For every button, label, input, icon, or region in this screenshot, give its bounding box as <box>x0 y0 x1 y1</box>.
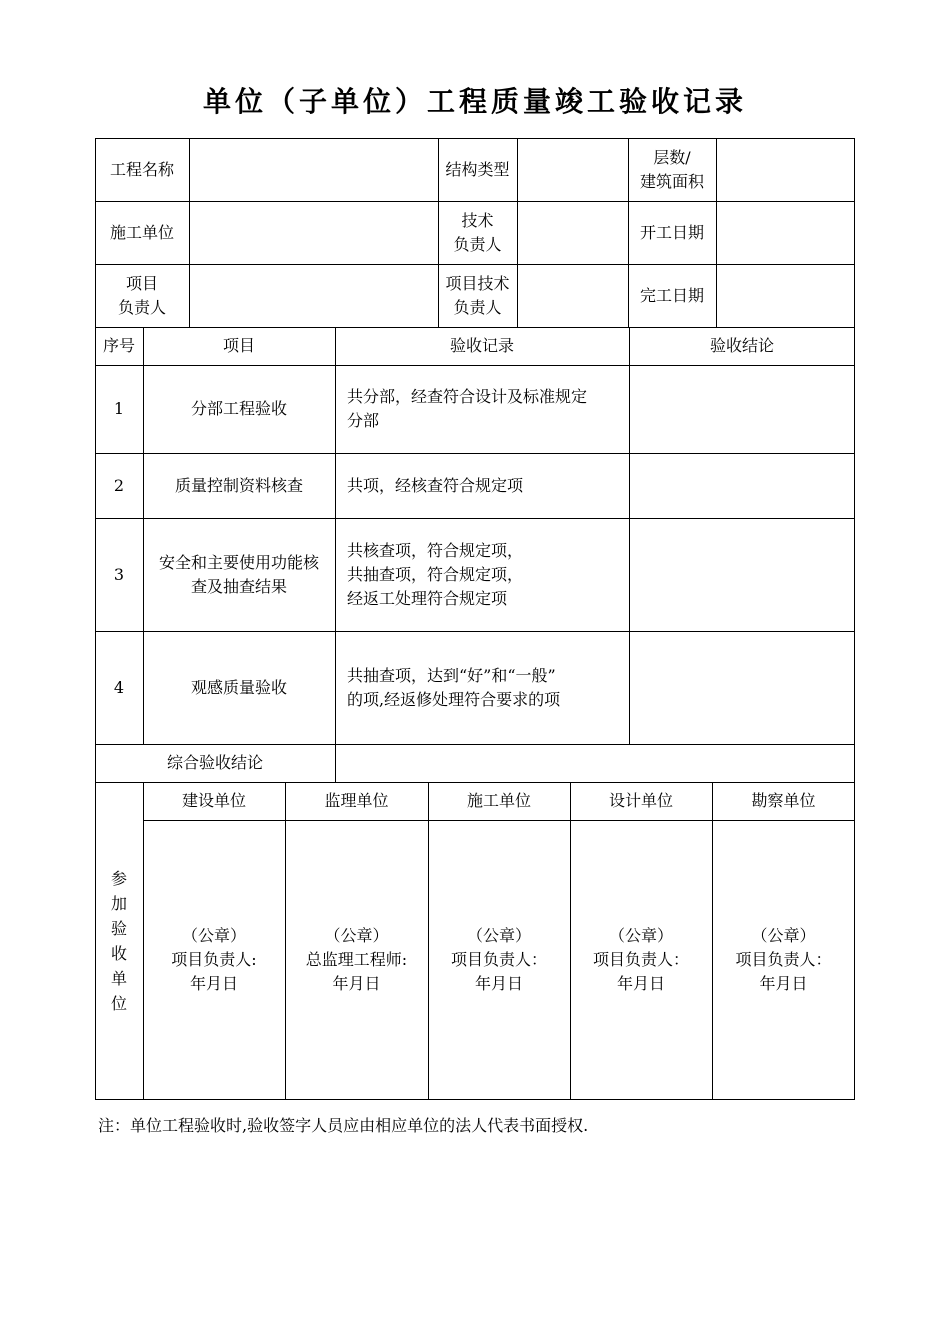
project-lead-label: 项目 负责人 <box>117 273 166 317</box>
contractor-field[interactable] <box>189 201 438 264</box>
unit-name: 勘察单位 <box>751 791 816 810</box>
row-seq: 3 <box>113 564 125 584</box>
page-title: 单位（子单位）工程质量竣工验收记录 <box>202 85 747 118</box>
row-seq: 4 <box>113 677 125 697</box>
row-record: 共分部，经查符合设计及标准规定 分部 <box>347 387 588 430</box>
row-record: 共项，经核查符合规定项 <box>347 475 524 495</box>
tech-lead-field[interactable] <box>517 201 628 264</box>
column-header-seq: 序号 <box>102 336 135 355</box>
start-date-field[interactable] <box>716 201 855 264</box>
column-header-record: 验收记录 <box>449 336 514 355</box>
row-record: 共核查项，符合规定项， 共抽查项，符合规定项， 经返工处理符合规定项 <box>347 540 524 608</box>
end-date-field[interactable] <box>716 264 855 327</box>
end-date-label: 完工日期 <box>639 285 704 305</box>
acceptance-form <box>95 138 855 1100</box>
tech-lead-label: 技术 负责人 <box>453 210 502 254</box>
row-seq: 1 <box>113 399 125 418</box>
unit-signature-block[interactable]: （公章） 项目负责人： 年月日 <box>450 926 547 993</box>
project-tech-lead-field[interactable] <box>517 264 628 327</box>
contractor-label: 施工单位 <box>109 222 174 242</box>
project-name-label: 工程名称 <box>109 159 174 179</box>
row-item: 安全和主要使用功能核 查及抽查结果 <box>158 552 319 596</box>
floors-area-field[interactable] <box>716 138 855 201</box>
structure-type-field[interactable] <box>517 138 628 201</box>
row-record: 共抽查项，达到“好”和“一般” 的项,经返修处理符合要求的项 <box>347 665 561 709</box>
row-item: 观感质量验收 <box>190 677 287 697</box>
project-name-field[interactable] <box>189 138 438 201</box>
unit-signature-block[interactable]: （公章） 项目负责人： 年月日 <box>735 926 832 993</box>
footnote: 注：单位工程验收时,验收签字人员应由相应单位的法人代表书面授权. <box>98 1116 589 1135</box>
unit-name: 设计单位 <box>608 791 673 810</box>
project-tech-lead-label: 项目技术 负责人 <box>445 273 510 317</box>
row-item: 质量控制资料核查 <box>174 475 303 495</box>
column-header-item: 项目 <box>222 336 255 355</box>
unit-name: 施工单位 <box>466 791 531 810</box>
column-header-conclusion: 验收结论 <box>709 336 774 355</box>
row-item: 分部工程验收 <box>190 399 287 418</box>
row-conclusion-field[interactable] <box>629 365 855 453</box>
overall-conclusion-label: 综合验收结论 <box>166 753 263 772</box>
unit-name: 监理单位 <box>324 791 389 810</box>
row-conclusion-field[interactable] <box>629 631 855 744</box>
start-date-label: 开工日期 <box>639 222 704 242</box>
project-lead-field[interactable] <box>189 264 438 327</box>
structure-type-label: 结构类型 <box>445 159 510 179</box>
unit-signature-block[interactable]: （公章） 项目负责人： 年月日 <box>592 926 689 993</box>
unit-name: 建设单位 <box>181 791 246 810</box>
row-conclusion-field[interactable] <box>629 453 855 518</box>
row-conclusion-field[interactable] <box>629 518 855 631</box>
participants-side-label: 参 加 验 收 单 位 <box>110 869 127 1013</box>
row-seq: 2 <box>113 475 125 495</box>
unit-signature-block[interactable]: （公章） 总监理工程师: 年月日 <box>305 926 408 993</box>
unit-signature-block[interactable]: （公章） 项目负责人: 年月日 <box>171 926 257 993</box>
floors-area-label: 层数/ 建筑面积 <box>639 147 704 191</box>
overall-conclusion-field[interactable] <box>335 744 855 782</box>
